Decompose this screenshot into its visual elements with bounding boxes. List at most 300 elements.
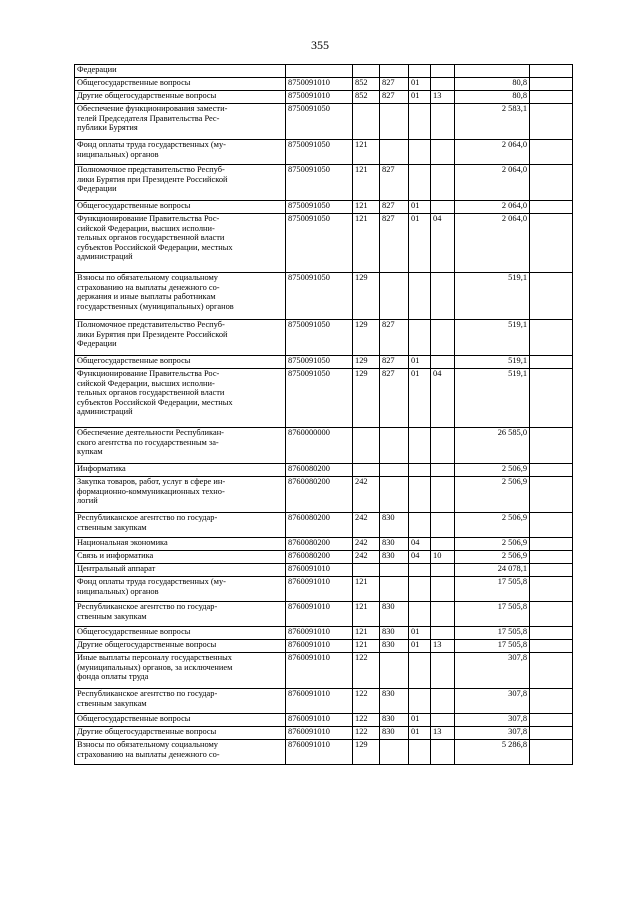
amount-cell [455, 740, 530, 765]
target-article-code: 8750091050 [288, 369, 330, 378]
section-code: 01 [411, 727, 420, 736]
empty-cell [530, 727, 573, 740]
section-code-cell [409, 551, 431, 564]
empty-cell [530, 369, 573, 428]
row-name-cell [75, 91, 286, 104]
table-row [75, 513, 573, 538]
row-name: Республиканское агентство по государ- ственным закупкам [77, 689, 218, 708]
amount: 519,1 [508, 320, 527, 329]
target-article-code: 8750091050 [288, 140, 330, 149]
table-row [75, 640, 573, 653]
subsection-code-cell [431, 78, 455, 91]
section-code-cell [409, 91, 431, 104]
subsection-code-cell [431, 201, 455, 214]
amount-cell [455, 551, 530, 564]
administrator-code-cell [380, 428, 409, 464]
empty-cell [530, 65, 573, 78]
row-name: Функционирование Правительства Рос- сийской Федерации, высших исполни- тельных органов государственной власти субъектов Российской Федерации, местных администраций [77, 214, 233, 262]
administrator-code: 830 [382, 689, 395, 698]
expense-type-code-cell [353, 740, 380, 765]
row-name-cell [75, 627, 286, 640]
amount-cell [455, 369, 530, 428]
target-article-code: 8750091050 [288, 273, 330, 282]
row-name: Функционирование Правительства Рос- сийской Федерации, высших исполни- тельных органов государственной власти субъектов Российской Федерации, местных администраций [77, 369, 233, 417]
target-article-code-cell [286, 369, 353, 428]
empty-cell [530, 740, 573, 765]
administrator-code: 830 [382, 714, 395, 723]
amount: 2 583,1 [501, 104, 527, 113]
amount: 2 064,0 [501, 201, 527, 210]
subsection-code: 04 [433, 369, 442, 378]
expense-type-code: 121 [355, 627, 368, 636]
row-name: Взносы по обязательному социальному страхованию на выплаты денежного со- держания и иные выплаты работникам государственных (муниципальных) органов [77, 273, 234, 311]
amount: 519,1 [508, 273, 527, 282]
target-article-code: 8760091010 [288, 627, 330, 636]
row-name: Обеспечение функционирования замести- телей Председателя Правительства Рес- публики Бурятия [77, 104, 228, 133]
row-name: Взносы по обязательному социальному страхованию на выплаты денежного со- [77, 740, 220, 759]
subsection-code: 13 [433, 727, 442, 736]
administrator-code-cell [380, 513, 409, 538]
administrator-code: 830 [382, 551, 395, 560]
amount: 307,8 [508, 689, 527, 698]
table-row [75, 538, 573, 551]
expense-type-code: 121 [355, 140, 368, 149]
target-article-code: 8760091010 [288, 577, 330, 586]
empty-cell [530, 477, 573, 513]
amount-cell [455, 538, 530, 551]
subsection-code: 13 [433, 91, 442, 100]
amount-cell [455, 320, 530, 356]
expense-type-code-cell [353, 464, 380, 477]
subsection-code-cell [431, 653, 455, 689]
table-row [75, 91, 573, 104]
subsection-code-cell [431, 640, 455, 653]
administrator-code: 827 [382, 201, 395, 210]
target-article-code-cell [286, 740, 353, 765]
amount: 2 506,9 [501, 538, 527, 547]
amount-cell [455, 356, 530, 369]
target-article-code: 8760080200 [288, 464, 330, 473]
table-row [75, 740, 573, 765]
row-name-cell [75, 201, 286, 214]
amount-cell [455, 273, 530, 320]
table-row [75, 273, 573, 320]
amount-cell [455, 564, 530, 577]
administrator-code: 830 [382, 727, 395, 736]
row-name-cell [75, 740, 286, 765]
expense-type-code-cell [353, 627, 380, 640]
expense-type-code: 129 [355, 320, 368, 329]
administrator-code-cell [380, 369, 409, 428]
section-code-cell [409, 214, 431, 273]
expense-type-code: 121 [355, 214, 368, 223]
expense-type-code-cell [353, 689, 380, 714]
table-row [75, 727, 573, 740]
amount: 2 506,9 [501, 551, 527, 560]
row-name-cell [75, 165, 286, 201]
table-row [75, 602, 573, 627]
row-name: Фонд оплаты труда государственных (му- ниципальных) органов [77, 577, 226, 596]
amount-cell [455, 727, 530, 740]
target-article-code-cell [286, 165, 353, 201]
target-article-code: 8750091050 [288, 201, 330, 210]
subsection-code-cell [431, 369, 455, 428]
amount: 24 078,1 [497, 564, 527, 573]
administrator-code: 827 [382, 214, 395, 223]
administrator-code-cell [380, 104, 409, 140]
empty-cell [530, 201, 573, 214]
section-code: 01 [411, 214, 420, 223]
table-row [75, 477, 573, 513]
target-article-code-cell [286, 464, 353, 477]
target-article-code-cell [286, 577, 353, 602]
row-name: Иные выплаты персоналу государственных (муниципальных) органов, за исключением фонда оплаты труда [77, 653, 233, 682]
target-article-code: 8760091010 [288, 689, 330, 698]
section-code-cell [409, 627, 431, 640]
row-name-cell [75, 65, 286, 78]
row-name: Другие общегосударственные вопросы [77, 91, 217, 100]
table-row [75, 78, 573, 91]
administrator-code-cell [380, 165, 409, 201]
administrator-code-cell [380, 477, 409, 513]
row-name: Полномочное представительство Респуб- лики Бурятия при Президенте Российской Федерации [77, 320, 228, 349]
empty-cell [530, 538, 573, 551]
section-code-cell [409, 714, 431, 727]
amount: 80,8 [512, 78, 527, 87]
administrator-code-cell [380, 653, 409, 689]
table-row [75, 428, 573, 464]
target-article-code: 8760080200 [288, 513, 330, 522]
section-code-cell [409, 320, 431, 356]
amount-cell [455, 640, 530, 653]
section-code-cell [409, 140, 431, 165]
subsection-code-cell [431, 727, 455, 740]
empty-cell [530, 602, 573, 627]
subsection-code-cell [431, 104, 455, 140]
target-article-code: 8760091010 [288, 740, 330, 749]
section-code-cell [409, 740, 431, 765]
row-name: Общегосударственные вопросы [77, 78, 191, 87]
expense-type-code-cell [353, 165, 380, 201]
expense-type-code-cell [353, 140, 380, 165]
row-name-cell [75, 640, 286, 653]
administrator-code-cell [380, 65, 409, 78]
section-code-cell [409, 477, 431, 513]
empty-cell [530, 640, 573, 653]
administrator-code-cell [380, 640, 409, 653]
target-article-code-cell [286, 104, 353, 140]
empty-cell [530, 714, 573, 727]
empty-cell [530, 551, 573, 564]
administrator-code-cell [380, 91, 409, 104]
subsection-code-cell [431, 577, 455, 602]
target-article-code-cell [286, 602, 353, 627]
amount: 519,1 [508, 369, 527, 378]
expense-type-code-cell [353, 65, 380, 78]
amount: 2 064,0 [501, 165, 527, 174]
amount-cell [455, 65, 530, 78]
subsection-code: 13 [433, 640, 442, 649]
table-row [75, 320, 573, 356]
row-name-cell [75, 477, 286, 513]
administrator-code: 830 [382, 640, 395, 649]
section-code: 01 [411, 78, 420, 87]
table-row [75, 140, 573, 165]
table-row [75, 714, 573, 727]
expense-type-code-cell [353, 727, 380, 740]
row-name-cell [75, 513, 286, 538]
expense-type-code: 129 [355, 369, 368, 378]
row-name-cell [75, 428, 286, 464]
expense-type-code-cell [353, 428, 380, 464]
empty-cell [530, 78, 573, 91]
row-name-cell [75, 714, 286, 727]
expense-type-code-cell [353, 551, 380, 564]
expense-type-code-cell [353, 564, 380, 577]
row-name-cell [75, 320, 286, 356]
amount: 17 505,8 [497, 602, 527, 611]
subsection-code-cell [431, 740, 455, 765]
administrator-code: 827 [382, 369, 395, 378]
section-code: 01 [411, 627, 420, 636]
administrator-code-cell [380, 577, 409, 602]
expense-type-code: 122 [355, 714, 368, 723]
table-row [75, 577, 573, 602]
empty-cell [530, 165, 573, 201]
section-code-cell [409, 369, 431, 428]
target-article-code-cell [286, 627, 353, 640]
empty-cell [530, 356, 573, 369]
subsection-code-cell [431, 602, 455, 627]
expense-type-code: 122 [355, 653, 368, 662]
target-article-code: 8760091010 [288, 653, 330, 662]
target-article-code: 8760091010 [288, 640, 330, 649]
subsection-code-cell [431, 689, 455, 714]
administrator-code: 827 [382, 356, 395, 365]
target-article-code-cell [286, 273, 353, 320]
amount-cell [455, 602, 530, 627]
target-article-code-cell [286, 653, 353, 689]
subsection-code-cell [431, 564, 455, 577]
empty-cell [530, 513, 573, 538]
empty-cell [530, 577, 573, 602]
amount-cell [455, 653, 530, 689]
section-code-cell [409, 65, 431, 78]
empty-cell [530, 320, 573, 356]
target-article-code-cell [286, 689, 353, 714]
empty-cell [530, 273, 573, 320]
subsection-code-cell [431, 477, 455, 513]
target-article-code: 8750091050 [288, 320, 330, 329]
amount-cell [455, 104, 530, 140]
row-name: Закупка товаров, работ, услуг в сфере ин- формационно-коммуникационных техно- логий [77, 477, 226, 506]
administrator-code-cell [380, 727, 409, 740]
expense-type-code: 242 [355, 551, 368, 560]
amount: 307,8 [508, 727, 527, 736]
target-article-code: 8750091050 [288, 214, 330, 223]
subsection-code-cell [431, 627, 455, 640]
expense-type-code-cell [353, 538, 380, 551]
expense-type-code: 852 [355, 78, 368, 87]
expense-type-code: 129 [355, 273, 368, 282]
amount-cell [455, 428, 530, 464]
expense-type-code-cell [353, 273, 380, 320]
subsection-code-cell [431, 714, 455, 727]
target-article-code-cell [286, 640, 353, 653]
expense-type-code: 242 [355, 477, 368, 486]
section-code: 01 [411, 91, 420, 100]
administrator-code: 830 [382, 513, 395, 522]
table-row [75, 653, 573, 689]
amount: 17 505,8 [497, 640, 527, 649]
subsection-code: 10 [433, 551, 442, 560]
target-article-code: 8750091050 [288, 104, 330, 113]
empty-cell [530, 689, 573, 714]
administrator-code: 827 [382, 91, 395, 100]
subsection-code-cell [431, 214, 455, 273]
expense-type-code-cell [353, 640, 380, 653]
row-name: Другие общегосударственные вопросы [77, 727, 217, 736]
administrator-code-cell [380, 538, 409, 551]
subsection-code-cell [431, 538, 455, 551]
section-code-cell [409, 464, 431, 477]
table-row [75, 104, 573, 140]
amount-cell [455, 577, 530, 602]
amount: 80,8 [512, 91, 527, 100]
amount-cell [455, 689, 530, 714]
empty-cell [530, 653, 573, 689]
expense-type-code-cell [353, 356, 380, 369]
administrator-code-cell [380, 689, 409, 714]
row-name-cell [75, 602, 286, 627]
target-article-code: 8760091010 [288, 564, 330, 573]
expense-type-code-cell [353, 714, 380, 727]
expense-type-code: 122 [355, 727, 368, 736]
table-row [75, 551, 573, 564]
row-name: Республиканское агентство по государ- ственным закупкам [77, 602, 218, 621]
row-name: Связь и информатика [77, 551, 154, 560]
target-article-code: 8760091010 [288, 602, 330, 611]
target-article-code: 8760091010 [288, 714, 330, 723]
row-name: Республиканское агентство по государ- ственным закупкам [77, 513, 218, 532]
subsection-code-cell [431, 91, 455, 104]
row-name-cell [75, 564, 286, 577]
table-row [75, 627, 573, 640]
amount: 307,8 [508, 714, 527, 723]
amount-cell [455, 714, 530, 727]
amount: 2 506,9 [501, 477, 527, 486]
administrator-code-cell [380, 201, 409, 214]
target-article-code-cell [286, 320, 353, 356]
target-article-code: 8760080200 [288, 477, 330, 486]
target-article-code-cell [286, 201, 353, 214]
expense-type-code: 121 [355, 201, 368, 210]
amount-cell [455, 91, 530, 104]
section-code-cell [409, 564, 431, 577]
expense-type-code: 852 [355, 91, 368, 100]
table-row [75, 214, 573, 273]
expense-type-code: 129 [355, 740, 368, 749]
section-code-cell [409, 653, 431, 689]
section-code-cell [409, 640, 431, 653]
table-row [75, 65, 573, 78]
section-code: 04 [411, 538, 420, 547]
section-code-cell [409, 538, 431, 551]
row-name: Другие общегосударственные вопросы [77, 640, 217, 649]
target-article-code-cell [286, 428, 353, 464]
row-name: Полномочное представительство Респуб- лики Бурятия при Президенте Российской Федерации [77, 165, 228, 194]
subsection-code-cell [431, 464, 455, 477]
expense-type-code: 121 [355, 577, 368, 586]
expense-type-code: 121 [355, 640, 368, 649]
target-article-code-cell [286, 513, 353, 538]
administrator-code-cell [380, 740, 409, 765]
amount: 2 064,0 [501, 214, 527, 223]
row-name: Информатика [77, 464, 126, 473]
amount-cell [455, 627, 530, 640]
section-code-cell [409, 428, 431, 464]
empty-cell [530, 627, 573, 640]
expense-type-code-cell [353, 513, 380, 538]
target-article-code: 8760080200 [288, 551, 330, 560]
target-article-code-cell [286, 91, 353, 104]
section-code-cell [409, 513, 431, 538]
row-name: Обеспечение деятельности Республикан- ского агентства по государственным за- купкам [77, 428, 224, 457]
row-name: Центральный аппарат [77, 564, 156, 573]
target-article-code: 8750091050 [288, 356, 330, 365]
expense-type-code-cell [353, 91, 380, 104]
row-name: Национальная экономика [77, 538, 168, 547]
administrator-code: 827 [382, 320, 395, 329]
empty-cell [530, 104, 573, 140]
empty-cell [530, 428, 573, 464]
row-name-cell [75, 356, 286, 369]
subsection-code-cell [431, 428, 455, 464]
row-name-cell [75, 140, 286, 165]
subsection-code: 04 [433, 214, 442, 223]
section-code: 01 [411, 714, 420, 723]
section-code-cell [409, 165, 431, 201]
row-name: Общегосударственные вопросы [77, 627, 191, 636]
expense-type-code-cell [353, 602, 380, 627]
amount-cell [455, 140, 530, 165]
row-name-cell [75, 689, 286, 714]
administrator-code: 830 [382, 602, 395, 611]
empty-cell [530, 91, 573, 104]
empty-cell [530, 140, 573, 165]
row-name-cell [75, 214, 286, 273]
row-name-cell [75, 78, 286, 91]
table-row [75, 356, 573, 369]
target-article-code-cell [286, 140, 353, 165]
row-name-cell [75, 538, 286, 551]
row-name-cell [75, 104, 286, 140]
expense-type-code-cell [353, 477, 380, 513]
row-name: Общегосударственные вопросы [77, 714, 191, 723]
administrator-code-cell [380, 78, 409, 91]
table-row [75, 201, 573, 214]
target-article-code-cell [286, 78, 353, 91]
row-name: Общегосударственные вопросы [77, 201, 191, 210]
table-row [75, 689, 573, 714]
table-row [75, 464, 573, 477]
subsection-code-cell [431, 320, 455, 356]
empty-cell [530, 564, 573, 577]
administrator-code: 827 [382, 165, 395, 174]
amount-cell [455, 165, 530, 201]
administrator-code-cell [380, 564, 409, 577]
expense-type-code-cell [353, 320, 380, 356]
